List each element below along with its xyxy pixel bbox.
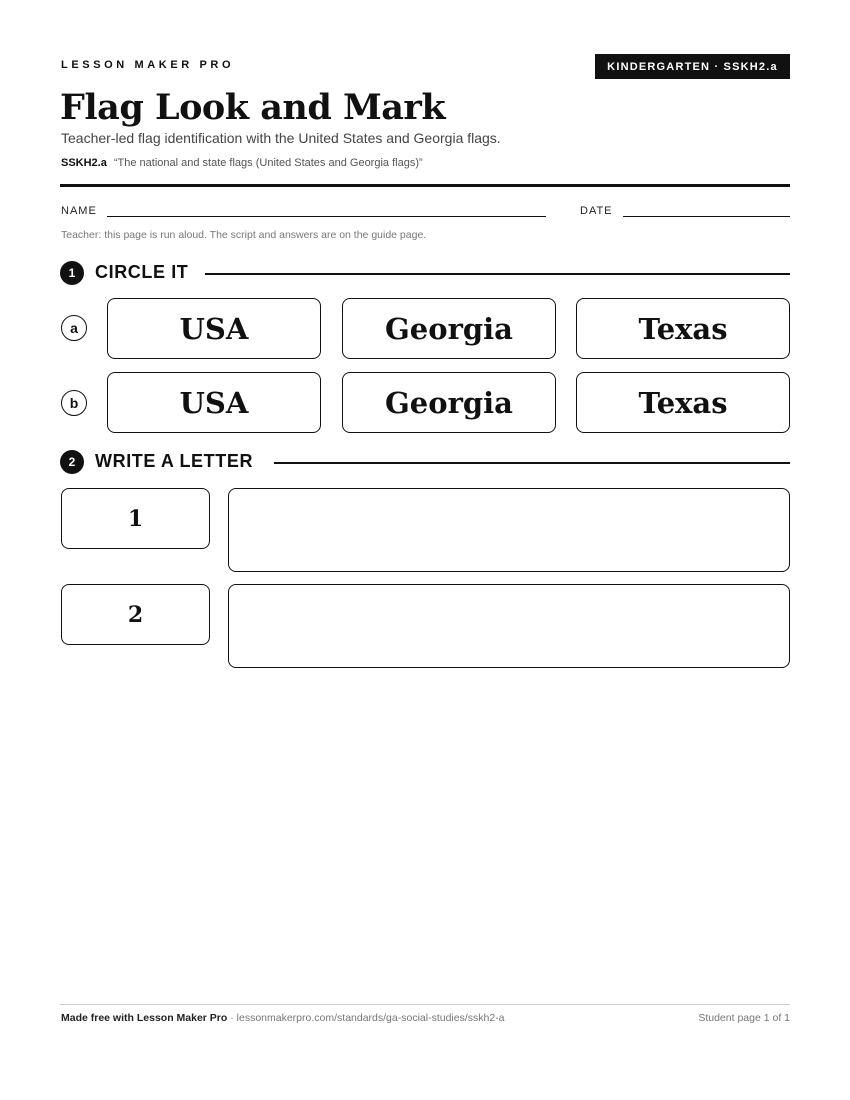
date-field[interactable]	[623, 216, 790, 217]
row-letter-a: a	[61, 315, 87, 341]
name-field[interactable]	[107, 216, 546, 217]
item-number-box: 1	[61, 488, 210, 549]
footer-divider	[60, 1004, 790, 1005]
choice-usa[interactable]: USA	[107, 298, 321, 359]
footer-separator: ·	[227, 1012, 237, 1024]
date-label: DATE	[580, 205, 613, 217]
brand-name: LESSON MAKER PRO	[61, 59, 235, 71]
section-circle-it	[60, 260, 790, 286]
letter-write-box[interactable]	[228, 488, 790, 572]
choice-texas[interactable]: Texas	[576, 372, 790, 433]
section-write-letter	[60, 449, 790, 475]
standard-line	[61, 157, 423, 169]
section-title: CIRCLE IT	[95, 262, 189, 282]
standard-code: SSKH2.a	[61, 157, 107, 169]
page-title: Flag Look and Mark	[60, 87, 446, 128]
choice-georgia[interactable]: Georgia	[342, 298, 556, 359]
footer-url[interactable]: lessonmakerpro.com/standards/ga-social-studies/sskh2-a	[236, 1012, 505, 1024]
choice-georgia[interactable]: Georgia	[342, 372, 556, 433]
footer-credit	[61, 1012, 505, 1024]
grade-badge: KINDERGARTEN · SSKH2.a	[595, 54, 790, 79]
teacher-note: Teacher: this page is run aloud. The script and answers are on the guide page.	[61, 229, 427, 241]
section-number: 2	[60, 450, 84, 474]
footer-maker: Made free with Lesson Maker Pro	[61, 1012, 228, 1024]
letter-write-box[interactable]	[228, 584, 790, 668]
section-rule	[205, 273, 790, 275]
section-title: WRITE A LETTER	[95, 451, 254, 471]
row-letter-b: b	[61, 390, 87, 416]
choice-texas[interactable]: Texas	[576, 298, 790, 359]
choice-usa[interactable]: USA	[107, 372, 321, 433]
section-number: 1	[60, 261, 84, 285]
name-label: NAME	[61, 205, 97, 217]
page-indicator: Student page 1 of 1	[698, 1012, 790, 1024]
header-divider	[60, 184, 790, 187]
page-subtitle: Teacher-led flag identification with the United States and Georgia flags.	[61, 130, 501, 146]
standard-text: “The national and state flags (United States and Georgia flags)”	[113, 157, 423, 169]
section-rule	[274, 462, 790, 464]
item-number-box: 2	[61, 584, 210, 645]
